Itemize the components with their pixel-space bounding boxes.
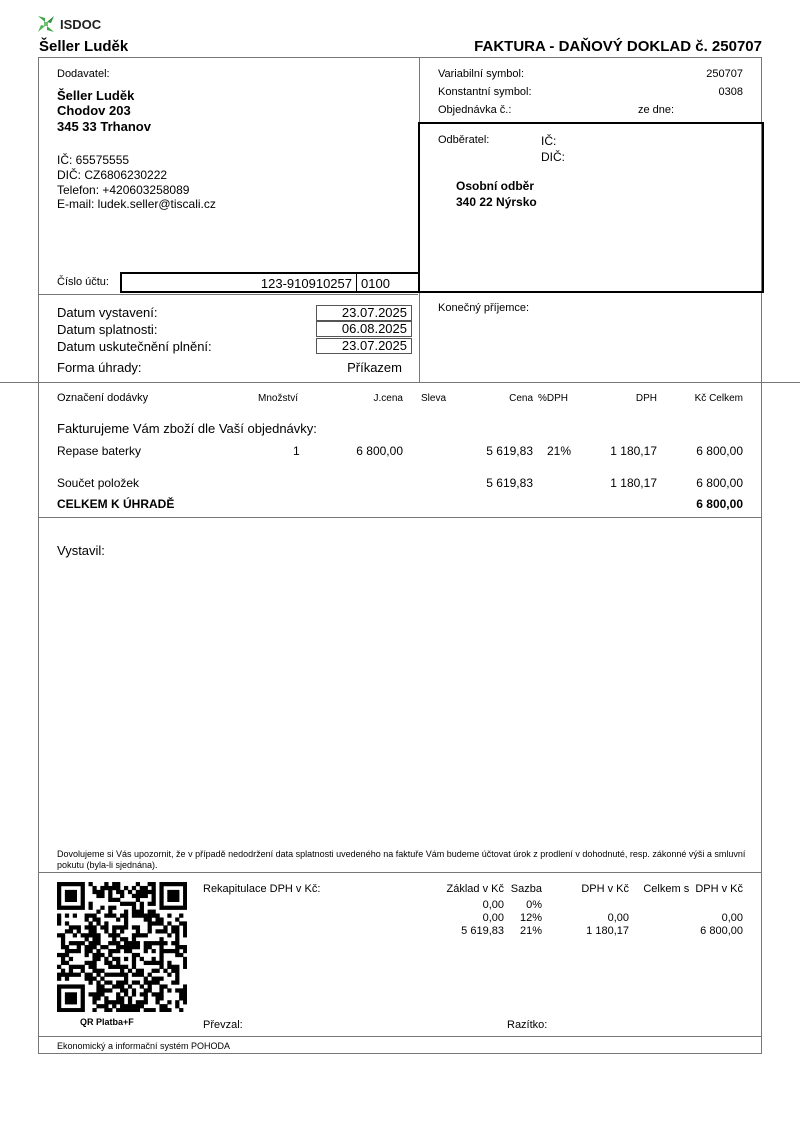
- late-payment-notice: Dovolujeme si Vás upozornit, že v případě nedodržení data splatnosti uvedeného na faktuře Vám budeme účtovat úrok z prodlení v dohodnuté, resp. zákonné výši a smluvní pokutu (byla-li sjednána).: [57, 849, 746, 870]
- vat-recap-base: 5 619,83: [461, 925, 504, 937]
- supplier-dic: DIČ: CZ6806230222: [57, 168, 168, 182]
- customer-dic-label: DIČ:: [541, 150, 565, 164]
- constant-symbol-label: Konstantní symbol:: [438, 86, 532, 98]
- order-label: Objednávka č.:: [438, 104, 512, 116]
- item-price: 5 619,83: [486, 444, 533, 458]
- sum-price: 5 619,83: [486, 476, 533, 490]
- vat-recap-col-rate: Sazba: [510, 883, 542, 895]
- logo: [36, 13, 101, 35]
- supplier-email: E-mail: ludek.seller@tiscali.cz: [57, 197, 216, 211]
- account-label: Číslo účtu:: [57, 276, 109, 288]
- col-unit-price-header: J.cena: [373, 393, 403, 404]
- divider: [38, 517, 762, 518]
- vat-recap-total: 6 800,00: [700, 925, 743, 937]
- item-unit-price: 6 800,00: [356, 444, 403, 458]
- logo-text: ISDOC: [60, 16, 102, 32]
- stamp-label: Razítko:: [507, 1019, 548, 1031]
- col-name-header: Označení dodávky: [57, 392, 149, 404]
- supplier-ic: IČ: 65575555: [57, 153, 130, 167]
- account-separator: [356, 274, 357, 291]
- col-qty-header: Množství: [258, 393, 299, 404]
- issue-date-value: 23.07.2025: [316, 305, 412, 321]
- col-vat-header: DPH: [635, 393, 657, 404]
- vat-recap-vat: 0,00: [607, 912, 629, 924]
- vat-recap-col-base: Základ v Kč: [446, 883, 504, 895]
- col-total-header: Kč Celkem: [694, 393, 743, 404]
- item-vat-pct: 21%: [547, 444, 572, 458]
- sum-label: Součet položek: [57, 476, 140, 490]
- customer-label: Odběratel:: [438, 134, 490, 146]
- col-discount-header: Sleva: [421, 393, 447, 404]
- amount-due-label: CELKEM K ÚHRADĚ: [57, 497, 175, 511]
- qr-label: QR Platba+F: [80, 1017, 134, 1027]
- vat-recap-base: 0,00: [482, 899, 504, 911]
- customer-name: Osobní odběr: [456, 179, 534, 193]
- vat-recap-title: Rekapitulace DPH v Kč:: [203, 883, 321, 895]
- issue-date-label: Datum vystavení:: [57, 305, 158, 320]
- col-vat-pct-header: %DPH: [538, 393, 569, 404]
- vat-recap-col-total: Celkem s DPH v Kč: [643, 883, 743, 895]
- sum-total: 6 800,00: [696, 476, 743, 490]
- vat-recap-rate: 12%: [519, 912, 542, 924]
- vat-recap-rate: 21%: [519, 925, 542, 937]
- variable-symbol-value: 250707: [706, 68, 743, 80]
- supplier-city: 345 33 Trhanov: [57, 119, 151, 134]
- bank-code: 0100: [361, 276, 390, 291]
- vat-recap-col-vat: DPH v Kč: [581, 883, 629, 895]
- variable-symbol-label: Variabilní symbol:: [438, 68, 524, 80]
- issued-by-label: Vystavil:: [57, 543, 105, 558]
- item-name: Repase baterky: [57, 444, 142, 458]
- footer-software: Ekonomický a informační systém POHODA: [57, 1041, 231, 1051]
- taxable-date-label: Datum uskutečnění plnění:: [57, 339, 212, 354]
- supplier-label: Dodavatel:: [57, 68, 110, 80]
- vat-recap-vat: 1 180,17: [586, 925, 629, 937]
- supplier-phone: Telefon: +420603258089: [57, 183, 190, 197]
- amount-due-total: 6 800,00: [696, 497, 743, 511]
- isdoc-logo-icon: [36, 14, 56, 34]
- due-date-label: Datum splatnosti:: [57, 322, 158, 337]
- divider: [38, 1036, 762, 1037]
- col-price-header: Cena: [509, 393, 533, 404]
- vat-recap-base: 0,00: [482, 912, 504, 924]
- qr-code-icon: [57, 882, 187, 1012]
- constant-symbol-value: 0308: [718, 86, 743, 98]
- customer-ic-label: IČ:: [541, 134, 557, 148]
- item-qty: 1: [293, 444, 300, 458]
- divider: [38, 872, 762, 873]
- customer-city: 340 22 Nýrsko: [456, 195, 537, 209]
- divider: [0, 382, 800, 383]
- seller-name-header: Šeller Luděk: [39, 38, 129, 55]
- taxable-date-value: 23.07.2025: [316, 338, 412, 354]
- items-intro: Fakturujeme Vám zboží dle Vaší objednávky:: [57, 421, 317, 436]
- item-vat: 1 180,17: [610, 444, 657, 458]
- document-title: FAKTURA - DAŇOVÝ DOKLAD č. 250707: [474, 38, 762, 55]
- supplier-street: Chodov 203: [57, 103, 131, 118]
- payment-method-value: Příkazem: [347, 360, 402, 375]
- received-by-label: Převzal:: [203, 1019, 243, 1031]
- divider: [38, 294, 418, 295]
- supplier-name: Šeller Luděk: [57, 88, 135, 103]
- vat-recap-rate: 0%: [526, 899, 542, 911]
- final-recipient-label: Konečný příjemce:: [438, 302, 530, 314]
- account-number: 123-910910257: [260, 276, 352, 291]
- due-date-value: 06.08.2025: [316, 321, 412, 337]
- order-date-label: ze dne:: [638, 104, 675, 116]
- sum-vat: 1 180,17: [610, 476, 657, 490]
- vat-recap-total: 0,00: [721, 912, 743, 924]
- item-total: 6 800,00: [696, 444, 743, 458]
- payment-method-label: Forma úhrady:: [57, 360, 142, 375]
